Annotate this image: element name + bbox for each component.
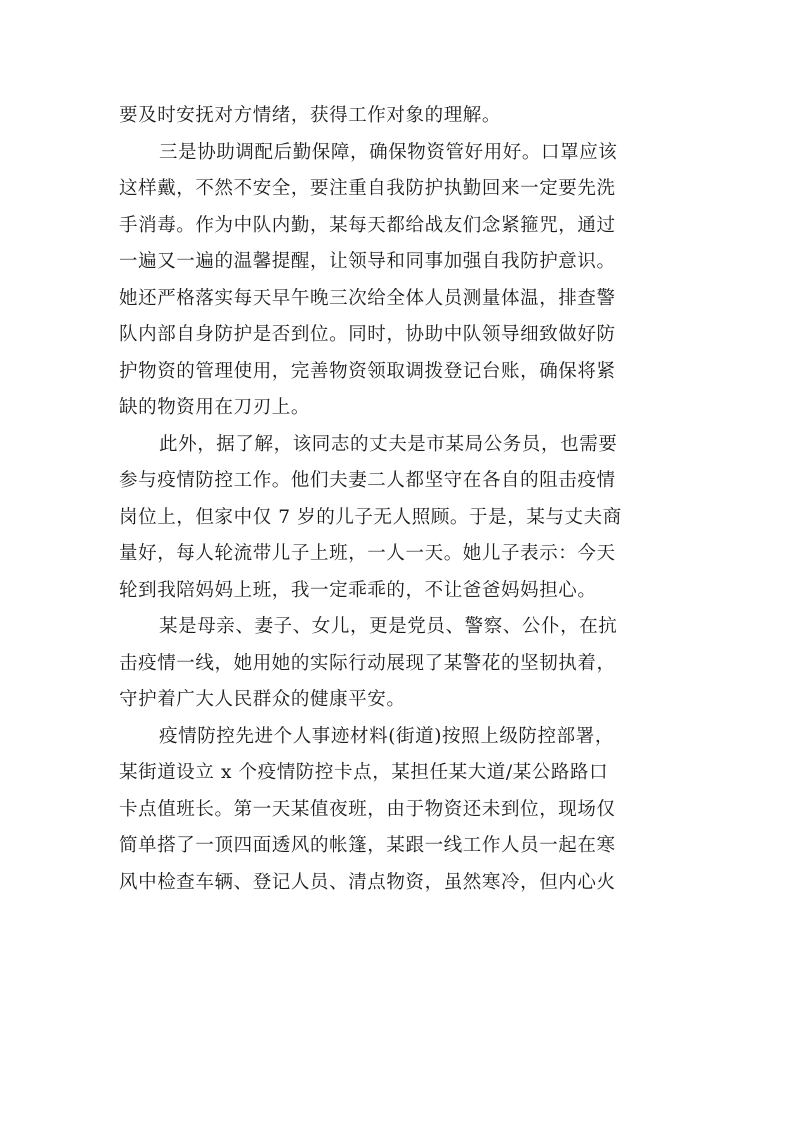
text-line: 简单搭了一顶四面透风的帐篷，某跟一线工作人员一起在寒 bbox=[119, 835, 616, 856]
text-line: 要及时安抚对方情绪，获得工作对象的理解。 bbox=[119, 105, 502, 126]
text-line: 护物资的管理使用，完善物资领取调拨登记台账，确保将紧 bbox=[119, 360, 616, 382]
paragraph-start-line: 某是母亲、妻子、女儿，更是党员、警察、公仆，在抗 bbox=[159, 616, 618, 637]
text-line: 轮到我陪妈妈上班，我一定乖乖的，不让爸爸妈妈担心。 bbox=[119, 579, 597, 601]
text-line: 某街道设立 x 个疫情防控卡点，某担任某大道/某公路路口 bbox=[119, 762, 609, 783]
text-line: 她还严格落实每天早午晚三次给全体人员测量体温，排查警 bbox=[119, 287, 616, 309]
text-line: 击疫情一线，她用她的实际行动展现了某警花的坚韧执着， bbox=[119, 652, 616, 674]
paragraph-start-line: 此外，据了解，该同志的丈夫是市某局公务员，也需要 bbox=[159, 433, 618, 455]
paragraph-start-line: 三是协助调配后勤保障，确保物资管好用好。口罩应该 bbox=[159, 141, 618, 163]
text-line: 量好，每人轮流带儿子上班，一人一天。她儿子表示：今天 bbox=[119, 543, 616, 564]
text-line: 卡点值班长。第一天某值夜班，由于物资还未到位，现场仅 bbox=[119, 798, 616, 820]
text-line: 手消毒。作为中队内勤，某每天都给战友们念紧箍咒，通过 bbox=[119, 214, 616, 236]
text-line: 一遍又一遍的温馨提醒，让领导和同事加强自我防护意识。 bbox=[119, 251, 616, 272]
text-line: 风中检查车辆、登记人员、清点物资，虽然寒冷，但内心火 bbox=[119, 871, 616, 893]
text-line: 岗位上，但家中仅 7 岁的儿子无人照顾。于是，某与丈夫商 bbox=[119, 506, 622, 528]
text-line: 这样戴，不然不安全，要注重自我防护执勤回来一定要先洗 bbox=[119, 178, 616, 199]
text-line: 缺的物资用在刀刃上。 bbox=[119, 397, 311, 418]
text-line: 守护着广大人民群众的健康平安。 bbox=[119, 689, 406, 710]
text-line: 队内部自身防护是否到位。同时，协助中队领导细致做好防 bbox=[119, 324, 616, 345]
text-line: 参与疫情防控工作。他们夫妻二人都坚守在各自的阻击疫情 bbox=[119, 470, 616, 491]
document-body bbox=[119, 98, 685, 901]
paragraph-start-line: 疫情防控先进个人事迹材料(街道)按照上级防控部署， bbox=[159, 725, 614, 747]
